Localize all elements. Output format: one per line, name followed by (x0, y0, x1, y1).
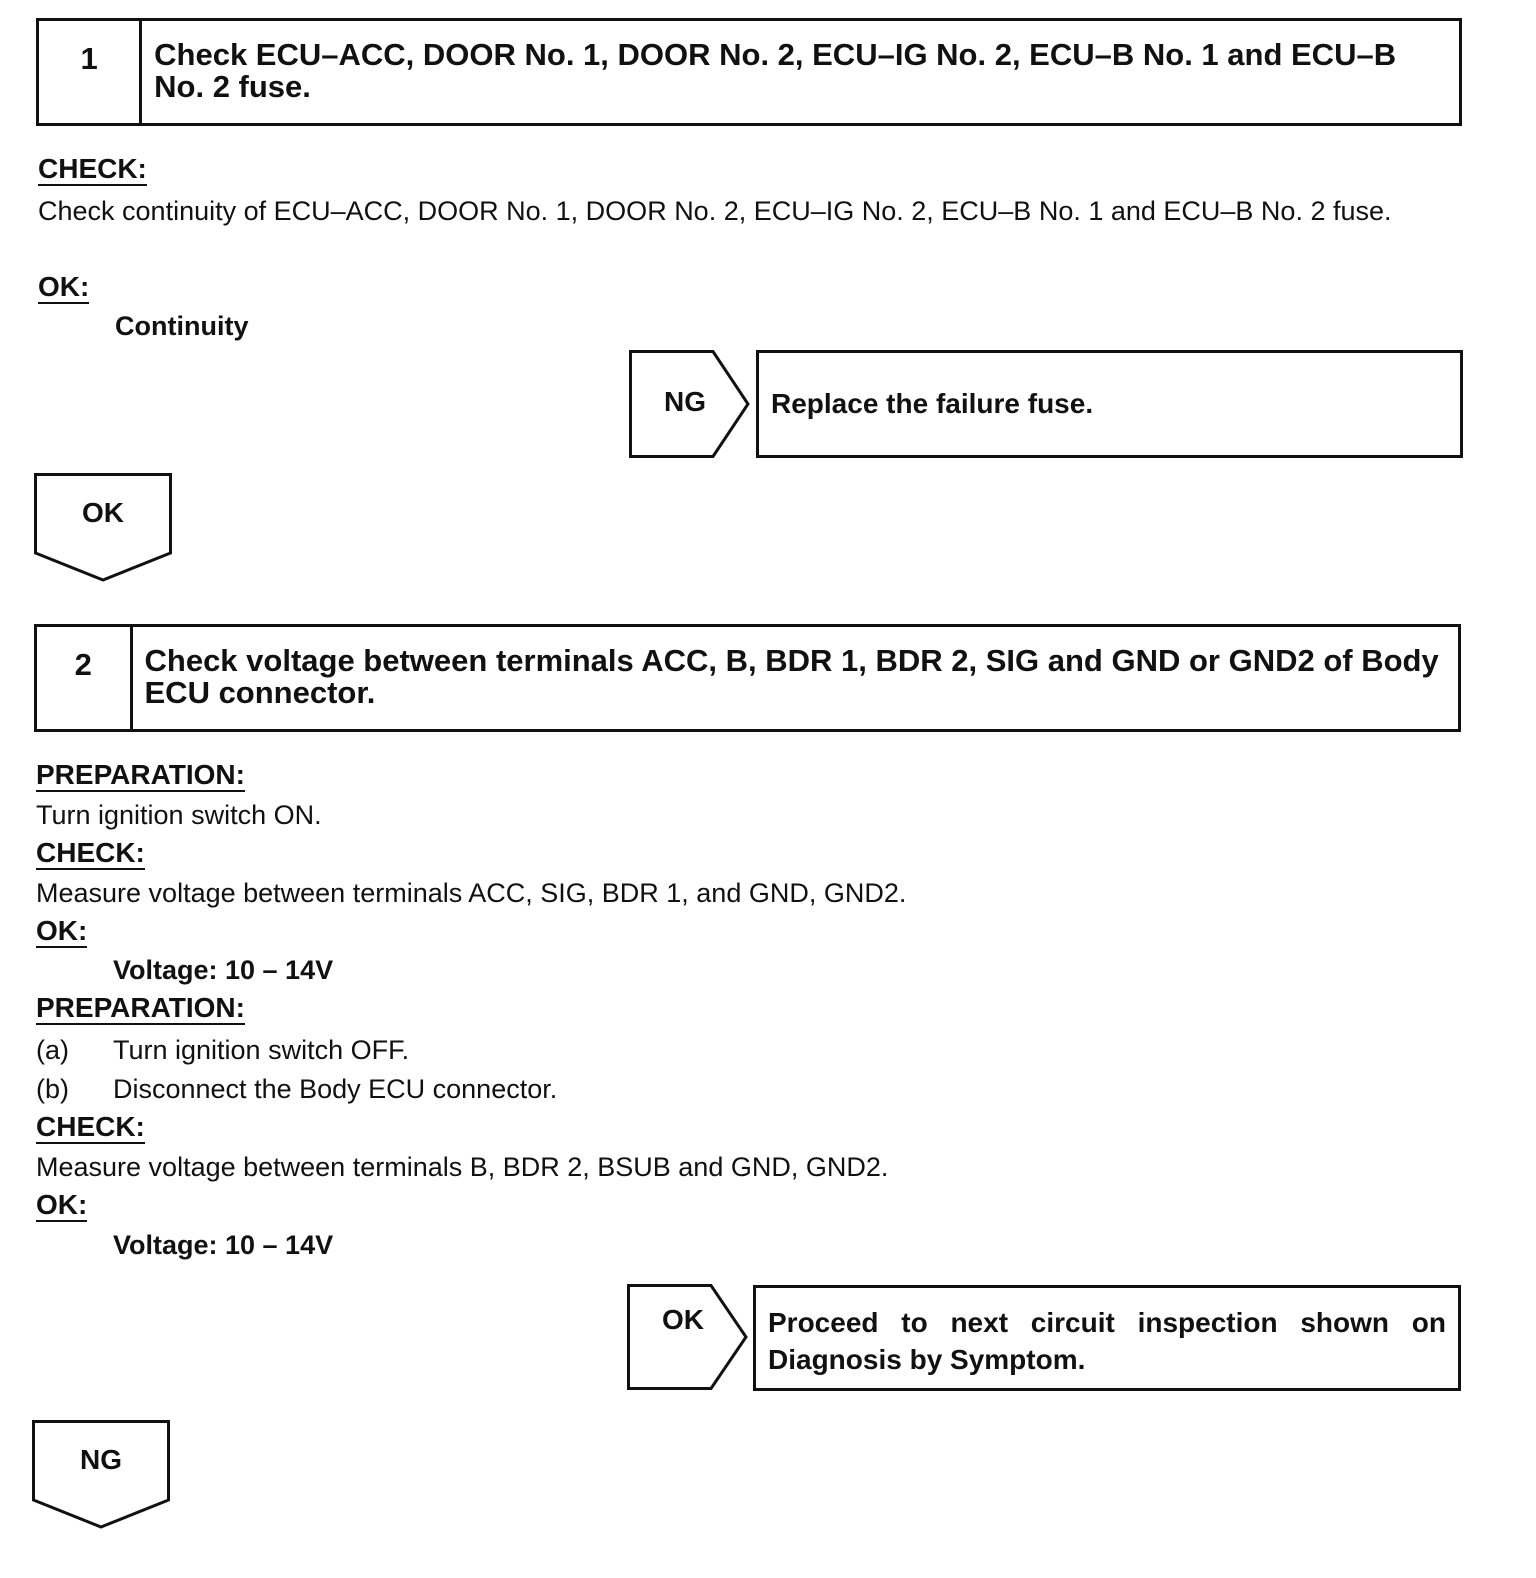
step-2-ok-label-arrow: OK (662, 1304, 704, 1335)
step-1-ok-label-arrow: OK (82, 497, 124, 528)
step-2-ok-action: Proceed to next circuit inspection shown on Diagnosis by Symptom. (753, 1285, 1461, 1391)
step-2-number: 2 (37, 627, 133, 729)
step-2-ok-arrow (627, 1284, 749, 1390)
step-2-ok-2-label: OK: (36, 1189, 88, 1220)
list-text: Turn ignition switch OFF. (113, 1035, 410, 1065)
step-2-prep-1-text: Turn ignition switch ON. (36, 800, 322, 830)
step-2-header (34, 624, 1461, 732)
step-1-ok-arrow (34, 473, 172, 583)
step-2-check-2-label: CHECK: (36, 1111, 145, 1142)
step-2-check-1-text: Measure voltage between terminals ACC, SIG, BDR 1, and GND, GND2. (36, 878, 907, 908)
step-2-ng-label-arrow: NG (80, 1444, 122, 1475)
step-2-check-2-text: Measure voltage between terminals B, BDR 2, BSUB and GND, GND2. (36, 1152, 889, 1182)
step-1-check-label: CHECK: (38, 153, 147, 184)
list-marker: (a) (36, 1035, 69, 1065)
arrow-right-shape (627, 1284, 749, 1390)
step-1-number: 1 (39, 21, 142, 123)
step-1-ok-label: OK: (38, 271, 90, 302)
step-1-ng-label: NG (664, 386, 706, 417)
step-1-ng-action: Replace the failure fuse. (756, 350, 1463, 458)
step-1-title: Check ECU–ACC, DOOR No. 1, DOOR No. 2, ECU–IG No. 2, ECU–B No. 1 and ECU–B No. 2 fuse. (154, 37, 1397, 104)
step-2-ok-1-label: OK: (36, 915, 88, 946)
step-1-header (36, 18, 1462, 126)
step-1-ng-arrow (629, 350, 751, 458)
list-text: Disconnect the Body ECU connector. (113, 1074, 558, 1104)
step-2-ok-1-value: Voltage: 10 – 14V (113, 955, 334, 985)
step-1-ok-value: Continuity (115, 311, 249, 341)
step-2-prep-1-label: PREPARATION: (36, 759, 245, 790)
list-marker: (b) (36, 1074, 69, 1104)
step-2-check-1-label: CHECK: (36, 837, 145, 868)
step-2-prep-2-label: PREPARATION: (36, 992, 245, 1023)
step-2-title: Check voltage between terminals ACC, B, BDR 1, BDR 2, SIG and GND or GND2 of Body ECU connector. (144, 643, 1439, 710)
step-1-check-text: Check continuity of ECU–ACC, DOOR No. 1, DOOR No. 2, ECU–IG No. 2, ECU–B No. 1 and ECU–B No. 2 fuse. (38, 196, 1392, 226)
step-2-ok-2-value: Voltage: 10 – 14V (113, 1230, 334, 1260)
step-2-ng-arrow (32, 1420, 170, 1530)
